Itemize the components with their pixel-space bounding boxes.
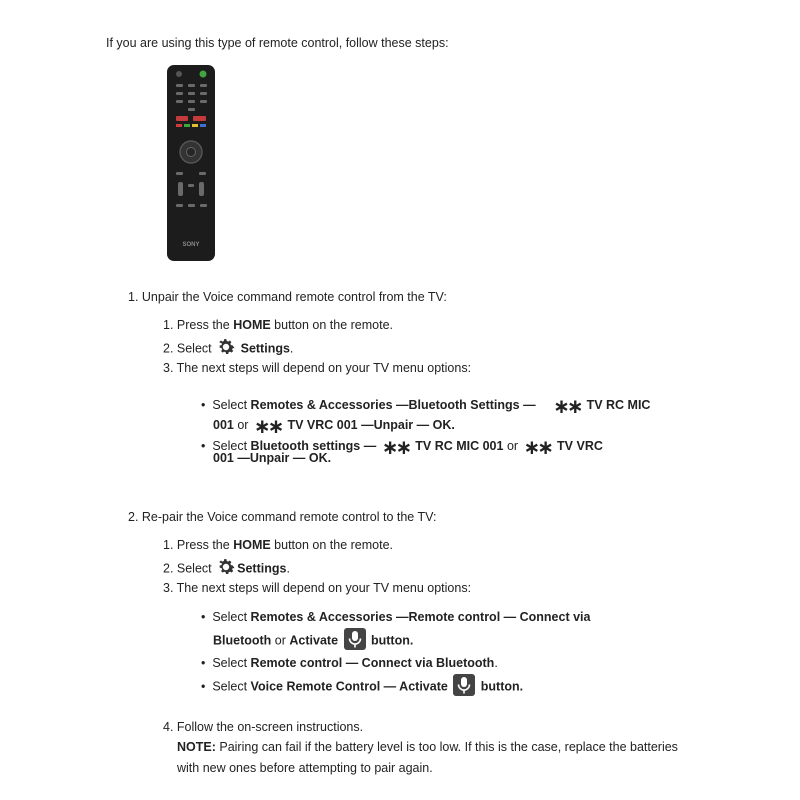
- s2-bullet1: • Select Remotes & Accessories —Remote control — Connect via: [201, 610, 591, 624]
- s1-bullet1-line2: 001 or ∗∗ TV VRC 001 —Unpair — OK.: [213, 414, 455, 438]
- s2-bullet1-line2: Bluetooth or Activate button.: [213, 630, 413, 652]
- asterisk-icon: ∗∗: [523, 435, 552, 459]
- asterisk-icon: ∗∗: [381, 435, 410, 459]
- s1-bullet2-line2: 001 —Unpair — OK.: [213, 451, 332, 465]
- remote-brand-logo: SONY: [182, 242, 200, 248]
- s2-step3: 3. The next steps will depend on your TV menu options:: [163, 581, 472, 595]
- s1-bullet1: • Select Remotes & Accessories —Bluetooth Settings — ∗∗ TV RC MIC: [201, 394, 651, 418]
- microphone-icon: [344, 628, 366, 650]
- section2-title: 2. Re-pair the Voice command remote control to the TV:: [128, 510, 437, 524]
- asterisk-icon: ∗∗: [253, 414, 282, 438]
- s1-step1: 1. Press the HOME button on the remote.: [163, 318, 393, 332]
- settings-gear-icon: [215, 336, 237, 358]
- s2-step2: 2. Select Settings.: [163, 558, 290, 580]
- s1-bullet2: • Select Bluetooth settings — ∗∗ TV RC MIC 001 or ∗∗ TV VRC: [201, 435, 603, 459]
- intro-text: If you are using this type of remote control, follow these steps:: [106, 36, 449, 50]
- s1-step2: 2. Select Settings.: [163, 338, 293, 360]
- microphone-icon: [453, 674, 475, 696]
- remote-control-image: [166, 64, 216, 262]
- section1-title: 1. Unpair the Voice command remote control from the TV:: [128, 290, 447, 304]
- s2-step1: 1. Press the HOME button on the remote.: [163, 538, 393, 552]
- s2-bullet2: • Select Remote control — Connect via Bluetooth.: [201, 656, 498, 670]
- s2-step4: 4. Follow the on-screen instructions.: [163, 720, 364, 734]
- settings-gear-icon: [215, 556, 237, 578]
- s1-step3: 3. The next steps will depend on your TV menu options:: [163, 361, 472, 375]
- note-line2: with new ones before attempting to pair again.: [177, 761, 433, 775]
- asterisk-icon: ∗∗: [553, 394, 581, 418]
- s2-bullet3: • Select Voice Remote Control — Activate button.: [201, 676, 523, 698]
- note-line1: NOTE: Pairing can fail if the battery level is too low. If this is the case, replace the batteries: [177, 740, 678, 754]
